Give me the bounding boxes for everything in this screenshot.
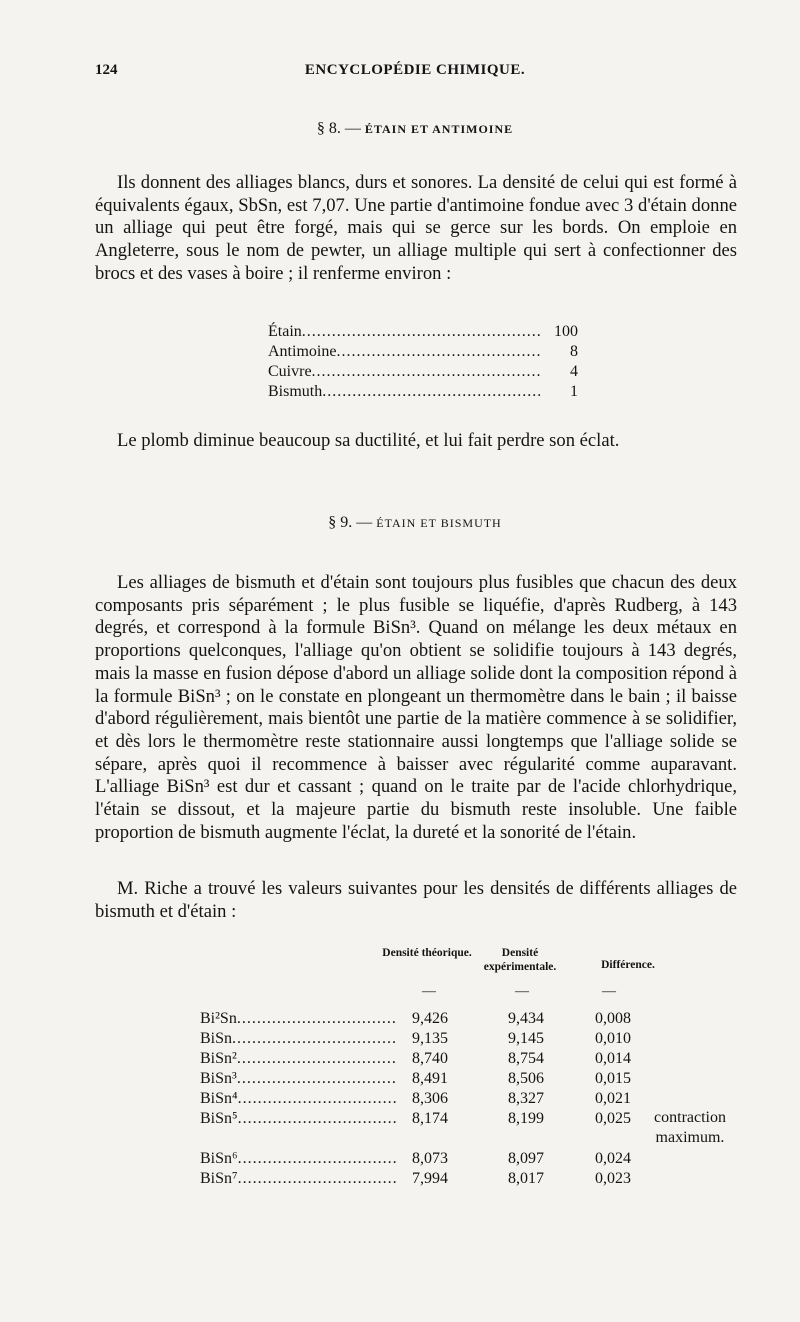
dash-separator: — [422, 984, 436, 999]
alloy-formula: Bi²Sn [200, 1010, 237, 1027]
theoretical-value: 8,740 [412, 1050, 448, 1067]
contraction-maximum-note: contraction maximum. [654, 1109, 726, 1146]
theoretical-value: 7,994 [412, 1170, 448, 1187]
alloy-formula: BiSn² [200, 1050, 237, 1067]
section-9-paragraph-2: M. Riche a trouvé les valeurs suivantes pour les densités de différents alliages de bismuth et d'étain : [95, 878, 737, 922]
page-header [95, 62, 735, 84]
table-row [200, 1090, 680, 1110]
header-theoretical-density: Densité théorique. [382, 947, 472, 959]
alloy-formula: BiSn⁶ [200, 1150, 238, 1167]
theoretical-value: 8,491 [412, 1070, 448, 1087]
theoretical-value: 9,135 [412, 1030, 448, 1047]
experimental-value: 9,434 [508, 1010, 544, 1027]
difference-value: 0,023 [595, 1170, 631, 1187]
table-row [200, 1030, 680, 1050]
table-row [200, 1070, 680, 1090]
pewter-composition [268, 322, 578, 402]
table-row [200, 1010, 680, 1030]
composition-row: Antimoine ..... 8 [268, 342, 578, 362]
section-8-title: ÉTAIN ET ANTIMOINE [364, 122, 514, 136]
difference-value: 0,010 [595, 1030, 631, 1047]
header-experimental-density: Densité expérimentale. [483, 947, 557, 973]
table-row [200, 1170, 680, 1190]
alloy-formula: BiSn [200, 1030, 233, 1047]
experimental-value: 8,754 [508, 1050, 544, 1067]
experimental-value: 8,097 [508, 1150, 544, 1167]
composition-row: Étain ..... 100 [268, 322, 578, 342]
difference-value: 0,021 [595, 1090, 631, 1107]
experimental-value: 8,327 [508, 1090, 544, 1107]
section-9-paragraph-1: Les alliages de bismuth et d'étain sont toujours plus fusibles que chacun des deux composants pris séparément ; le plus fusible se liquéfie, d'après Rudberg, à 143 degrés, et correspond à la formule BiSn³. Quand on mélange les deux métaux en proportions quelconques, l'alliage qu'on obtient se solidifie toujours à 143 degrés, mais la masse en fusion dépose d'abord un alliage solide dont la composition répond à la formule BiSn³ ; on le constate en plongeant un thermomètre dans le bain ; il baisse d'abord régulièrement, mais bientôt une partie de la matière commence à se solidifier, et dès lors le thermomètre reste stationnaire aussi longtemps que l'alliage solide se sépare, après quoi il recommence à baisser avec régularité comme auparavant. L'alliage BiSn³ est dur et cassant ; quand on le traite par de l'acide chlorhydrique, l'étain se dissout, et la majeure partie du bismuth reste insoluble. Une faible proportion de bismuth augmente l'éclat, la dureté et la sonorité de l'étain. [95, 572, 737, 843]
header-difference: Différence. [601, 959, 655, 971]
difference-value: 0,014 [595, 1050, 631, 1067]
table-row [200, 1110, 680, 1130]
composition-row: Cuivre ..... 4 [268, 362, 578, 382]
section-8-number: § 8. — [316, 120, 361, 137]
alloy-formula: BiSn⁵ [200, 1110, 238, 1127]
table-row [200, 1150, 680, 1170]
running-title: ENCYCLOPÉDIE CHIMIQUE. [304, 62, 526, 78]
experimental-value: 9,145 [508, 1030, 544, 1047]
section-9-number: § 9. — [328, 514, 373, 531]
theoretical-value: 9,426 [412, 1010, 448, 1027]
difference-value: 0,015 [595, 1070, 631, 1087]
section-8-paragraph-2: Le plomb diminue beaucoup sa ductilité, et lui fait perdre son éclat. [117, 430, 620, 451]
alloy-formula: BiSn³ [200, 1070, 237, 1087]
composition-row: Bismuth ..... 1 [268, 382, 578, 402]
table-row [200, 1050, 680, 1070]
section-8-paragraph-1: Ils donnent des alliages blancs, durs et sonores. La densité de celui qui est formé à équivalents égaux, SbSn, est 7,07. Une partie d'antimoine fondue avec 3 d'étain donne un alliage qui peut être forgé, mais qui se gerce sur les bords. On emploie en Angleterre, sous le nom de pewter, un alliage multiple qui sert à confectionner des brocs et des vases à boire ; il renferme environ : [95, 172, 737, 284]
dash-separator: — [602, 984, 616, 999]
theoretical-value: 8,306 [412, 1090, 448, 1107]
section-9-title: ÉTAIN ET BISMUTH [376, 516, 502, 530]
page-number: 124 [95, 62, 118, 78]
experimental-value: 8,506 [508, 1070, 544, 1087]
experimental-value: 8,017 [508, 1170, 544, 1187]
difference-value: 0,024 [595, 1150, 631, 1167]
experimental-value: 8,199 [508, 1110, 544, 1127]
theoretical-value: 8,073 [412, 1150, 448, 1167]
section-9-heading [95, 514, 735, 532]
alloy-formula: BiSn⁴ [200, 1090, 238, 1107]
difference-value: 0,008 [595, 1010, 631, 1027]
theoretical-value: 8,174 [412, 1110, 448, 1127]
dash-separator: — [515, 984, 529, 999]
alloy-formula: BiSn⁷ [200, 1170, 238, 1187]
section-8-heading [95, 120, 735, 138]
difference-value: 0,025 [595, 1110, 631, 1127]
